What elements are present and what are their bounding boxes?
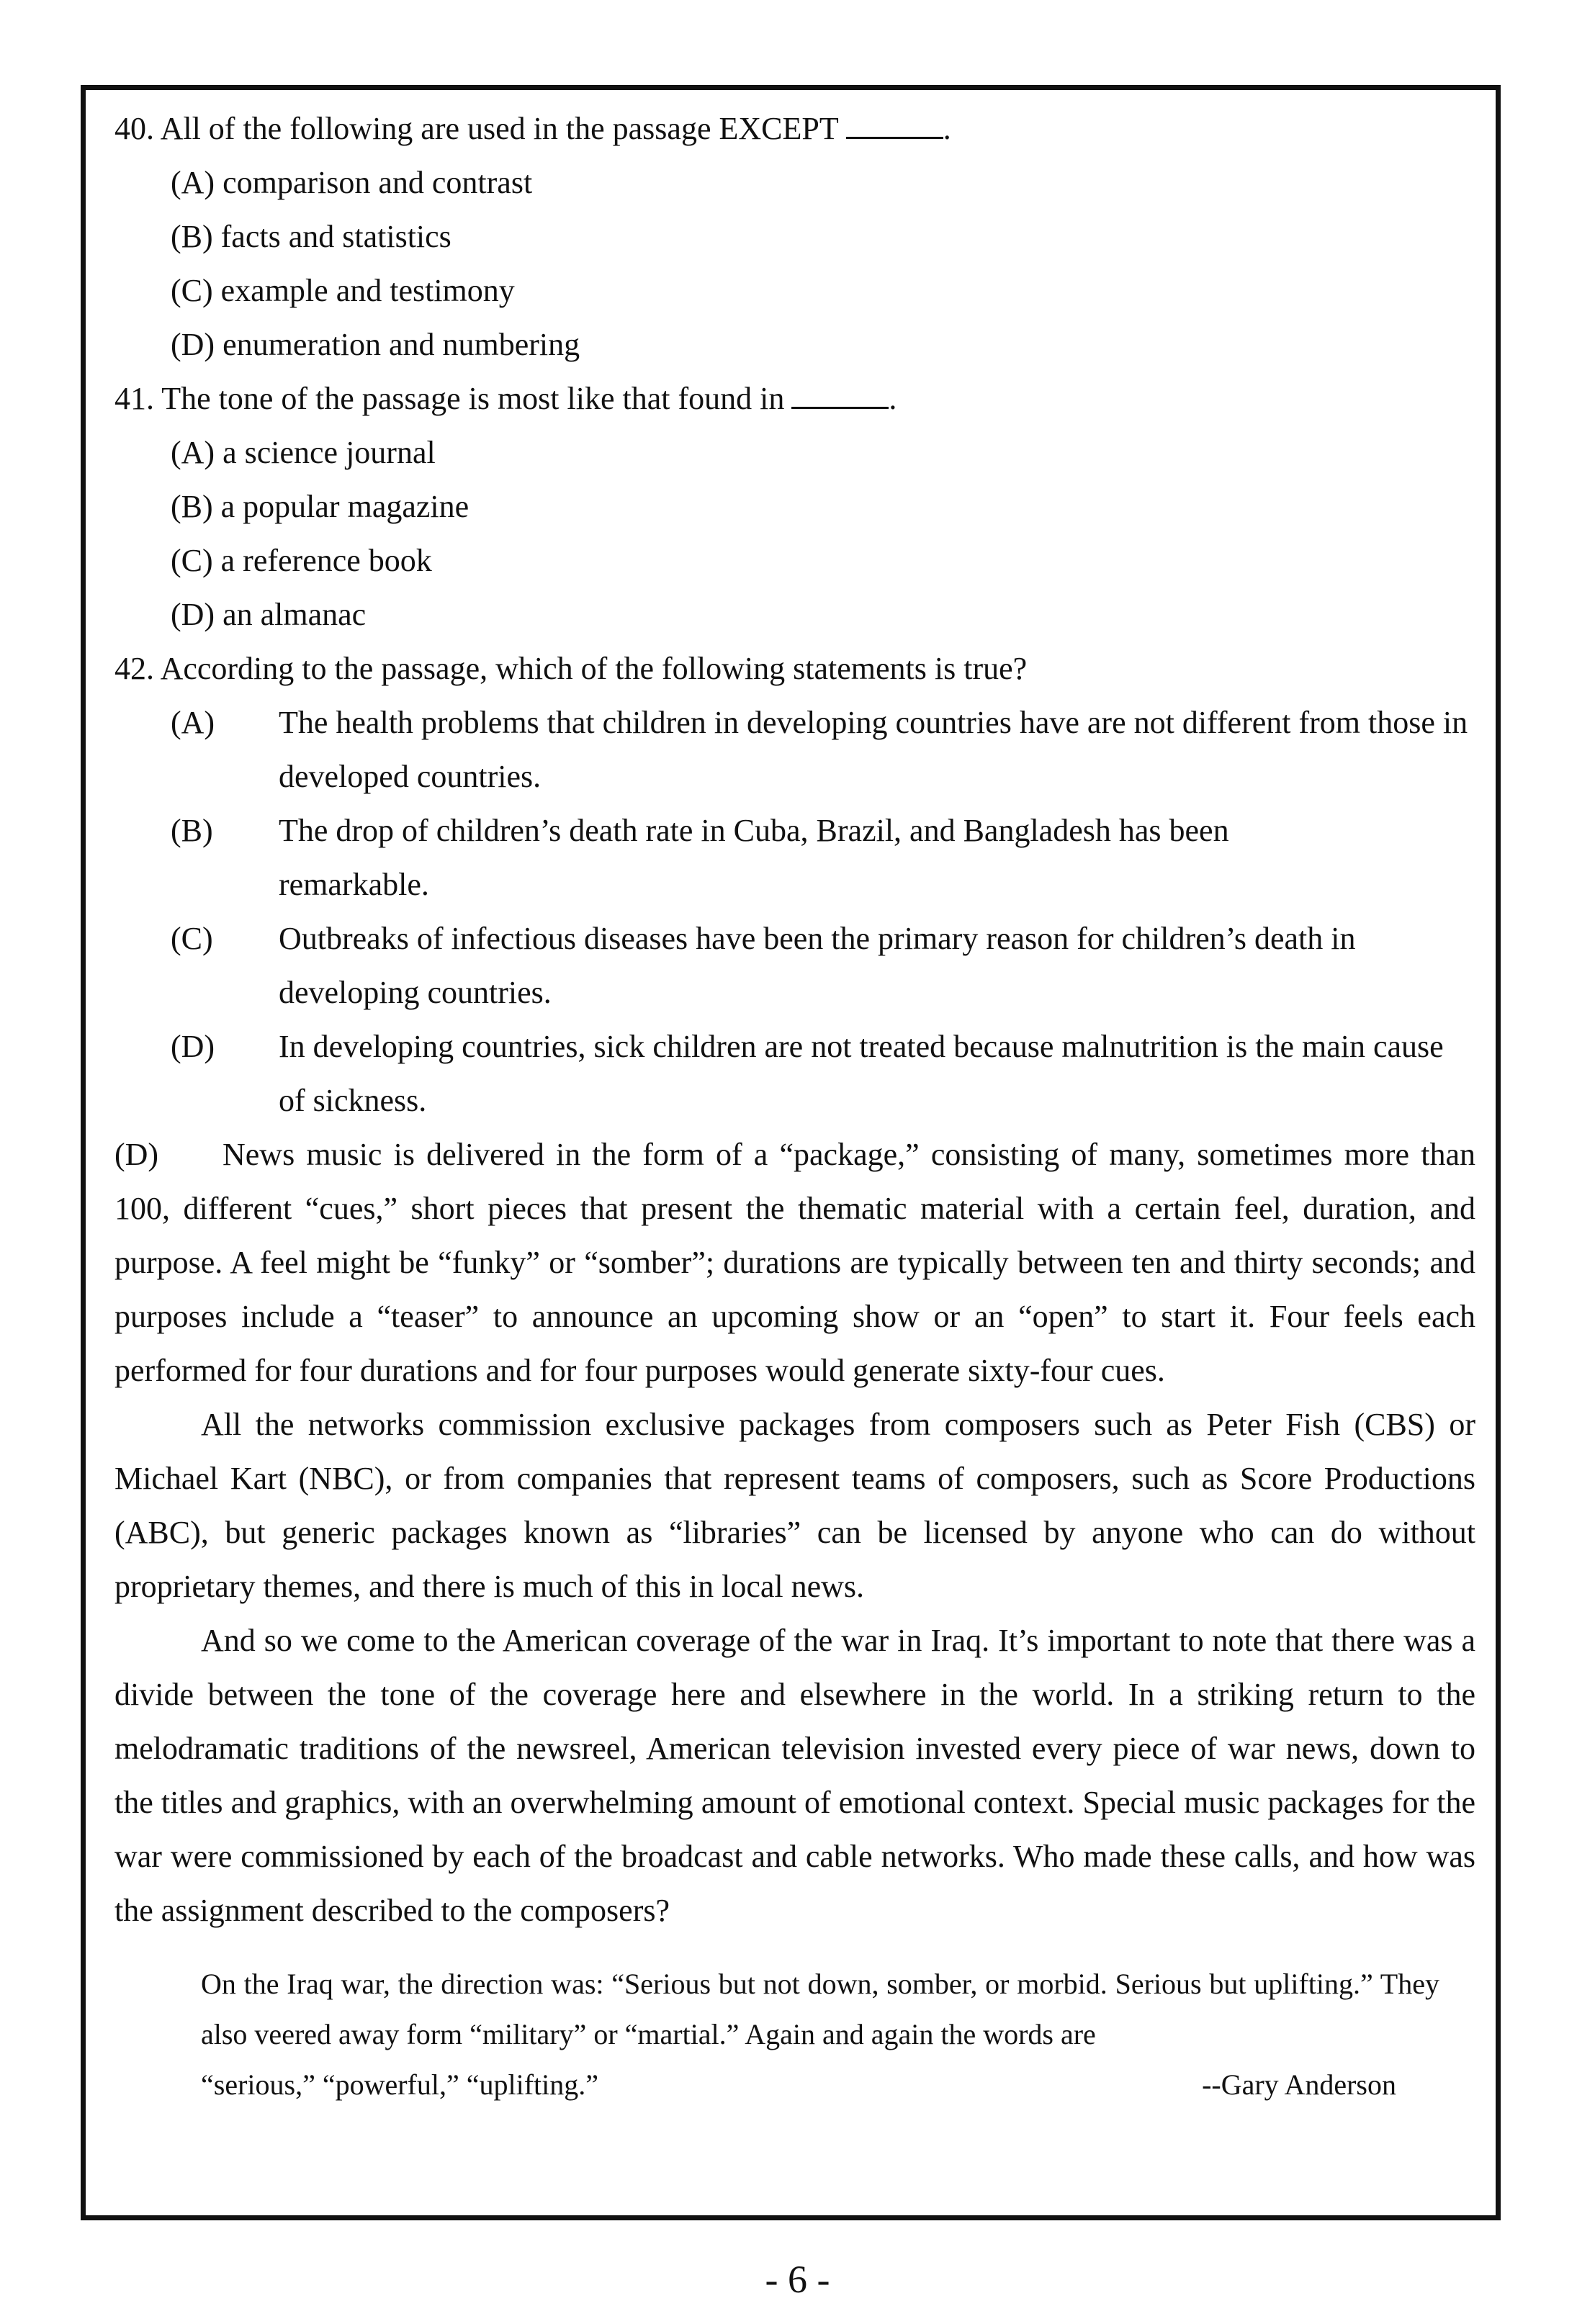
- passage-paragraph-2: All the networks commission exclusive packages from composers such as Peter Fish (CBS) or Michael Kart (NBC), or from companies that represent teams of composers, such as Score Productions (ABC), but generic packages known as “libraries” can be licensed by anyone who can do without proprietary themes, and there is much of this in local news.: [114, 1407, 1475, 1604]
- question-41-option-a: (A) a science journal: [171, 435, 436, 470]
- question-frame: [81, 85, 1501, 2220]
- question-40-option-a: (A) comparison and contrast: [171, 165, 533, 200]
- quote-text: On the Iraq war, the direction was: “Serious but not down, somber, or morbid. Serious but uplifting.” They also veered away form “military” or “martial.” Again and again the words are: [201, 1968, 1439, 2050]
- question-42-option-a: (A) The health problems that children in developing countries have are not different from those in developed countries.: [171, 705, 1468, 794]
- question-40-stem: 40. All of the following are used in the passage EXCEPT .: [114, 111, 951, 146]
- passage-paragraph-1: (D) News music is delivered in the form of a “package,” consisting of many, sometimes more than 100, different “cues,” short pieces that present the thematic material with a certain feel, duration, and purpose. A feel might be “funky” or “somber”; durations are typically between ten and thirty seconds; and purposes include a “teaser” to announce an upcoming show or an “open” to start it. Four feels each performed for four durations and for four purposes would generate sixty-four cues.: [114, 1127, 1475, 1397]
- question-41-option-b: (B) a popular magazine: [171, 489, 469, 524]
- question-42-option-b: (B) The drop of children’s death rate in Cuba, Brazil, and Bangladesh has been remarkable.: [171, 813, 1229, 902]
- passage-label: (D): [114, 1137, 159, 1172]
- question-41-option-d: (D) an almanac: [171, 597, 367, 632]
- question-42-option-c: (C) Outbreaks of infectious diseases have been the primary reason for children’s death in developing countries.: [171, 921, 1356, 1010]
- answer-blank: [791, 402, 889, 409]
- question-42-stem: 42. According to the passage, which of the following statements is true?: [114, 651, 1028, 686]
- question-42-option-d: (D) In developing countries, sick children are not treated because malnutrition is the main cause of sickness.: [171, 1029, 1444, 1118]
- question-40-option-c: (C) example and testimony: [171, 273, 515, 308]
- quote-last-line: “serious,” “powerful,” “uplifting.” --Gary Anderson: [201, 2060, 1439, 2110]
- passage-paragraph-3: And so we come to the American coverage of the war in Iraq. It’s important to note that there was a divide between the tone of the coverage here and elsewhere in the world. In a striking return to the melodramatic traditions of the newsreel, American television invested every piece of war news, down to the titles and graphics, with an overwhelming amount of emotional context. Special music packages for the war were commissioned by each of the broadcast and cable networks. Who made these calls, and how was the assignment described to the composers?: [114, 1623, 1475, 1928]
- question-40-option-d: (D) enumeration and numbering: [171, 327, 580, 362]
- page-number: - 6 -: [765, 2258, 830, 2301]
- content: [114, 102, 1475, 2110]
- question-40-option-b: (B) facts and statistics: [171, 219, 451, 254]
- block-quote: [201, 1959, 1439, 2110]
- question-41-option-c: (C) a reference book: [171, 543, 432, 578]
- quote-attribution: --Gary Anderson: [1202, 2068, 1396, 2101]
- question-41-stem: 41. The tone of the passage is most like that found in .: [114, 381, 897, 416]
- answer-blank: [846, 132, 943, 139]
